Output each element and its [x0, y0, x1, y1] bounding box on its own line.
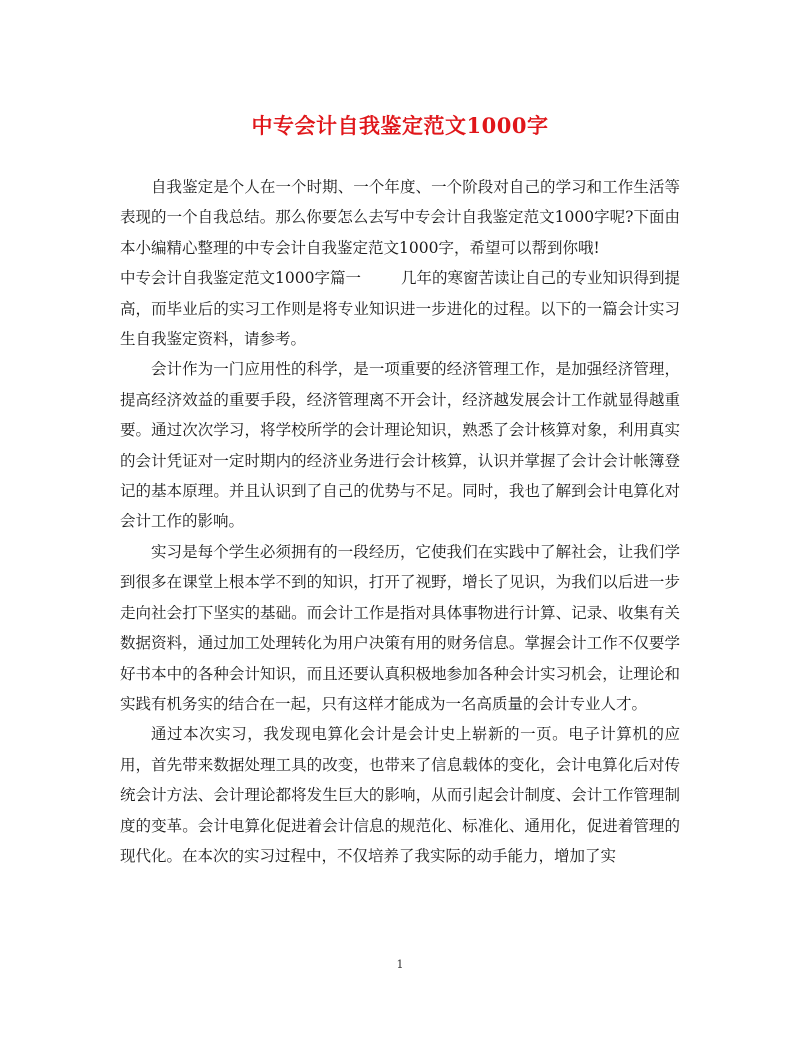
body-paragraph-accounting: 会计作为一门应用性的科学，是一项重要的经济管理工作，是加强经济管理，提高经济效益的重要手段，经济管理离不开会计，经济越发展会计工作就显得越重要。通过次次学习，将学校所学的会计理论知识，熟悉了会计核算对象，利用真实的会计凭证对一定时期内的经济业务进行会计核算，认识并掌握了会计会计帐簿登记的基本原理。并且认识到了自己的优势与不足。同时，我也了解到会计电算化对会计工作的影响。 [120, 360, 680, 531]
document-title: 中专会计自我鉴定范文1000字 [251, 113, 549, 138]
body-paragraph-internship: 实习是每个学生必须拥有的一段经历，它使我们在实践中了解社会，让我们学到很多在课堂上根本学不到的知识，打开了视野，增长了见识，为我们以后进一步走向社会打下坚实的基础。而会计工作是指对具体事物进行计算、记录、收集有关数据资料，通过加工处理转化为用户决策有用的财务信息。掌握会计工作不仅要学好书本中的各种会计知识，而且还要认真积极地参加各种会计实习机会，让理论和实践有机务实的结合在一起，只有这样才能成为一名高质量的会计专业人才。 [120, 542, 680, 713]
document-body [120, 172, 680, 871]
section-paragraph [120, 263, 680, 354]
section-heading: 中专会计自我鉴定范文1000字篇一 [120, 269, 361, 288]
section-text: 几年的寒窗苦读让自己的专业知识得到提高，而毕业后的实习工作则是将专业知识进一步进化的过程。以下的一篇会计实习生自我鉴定资料，请参考。 [120, 269, 680, 349]
intro-paragraph: 自我鉴定是个人在一个时期、一个年度、一个阶段对自己的学习和工作生活等表现的一个自我总结。那么你要怎么去写中专会计自我鉴定范文1000字呢?下面由本小编精心整理的中专会计自我鉴定范文1000字，希望可以帮到你哦! [120, 178, 680, 257]
page-number: 1 [396, 958, 404, 971]
body-paragraph-computerization: 通过本次实习，我发现电算化会计是会计史上崭新的一页。电子计算机的应用，首先带来数据处理工具的改变，也带来了信息载体的变化，会计电算化后对传统会计方法、会计理论都将发生巨大的影响，从而引起会计制度、会计工作管理制度的变革。会计电算化促进着会计信息的规范化、标准化、通用化，促进着管理的现代化。在本次的实习过程中，不仅培养了我实际的动手能力，增加了实 [120, 725, 680, 865]
